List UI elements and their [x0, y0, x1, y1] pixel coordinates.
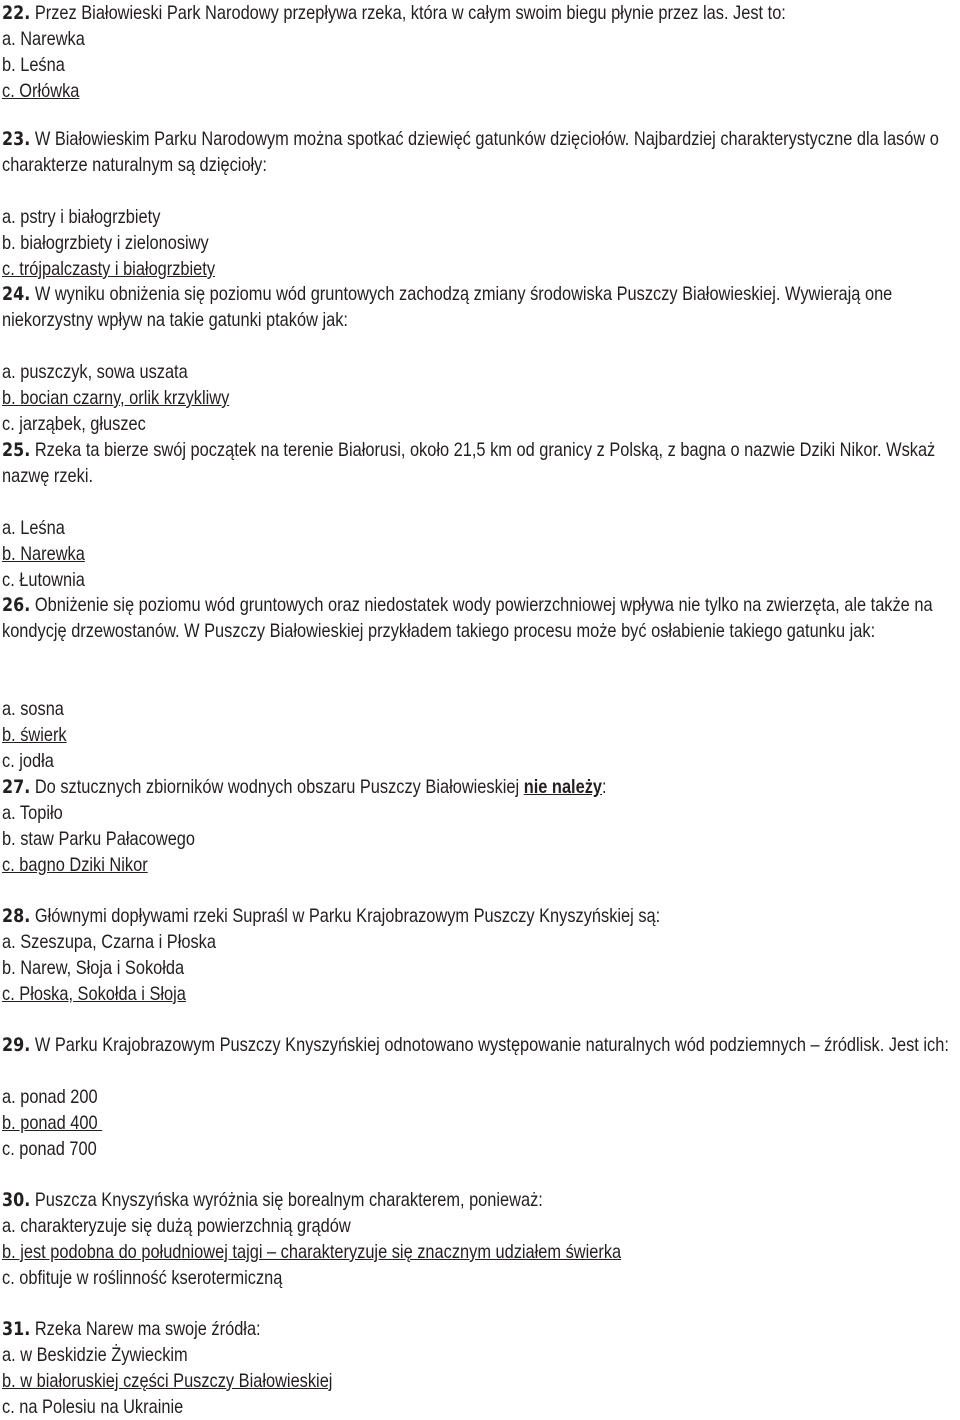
question-24 [2, 281, 960, 437]
question-number: 22. [2, 2, 31, 24]
answer-option: b. Leśna [2, 54, 65, 76]
answer-option: c. obfituje w roślinność kserotermiczną [2, 1267, 283, 1289]
answer-option: a. pstry i białogrzbiety [2, 206, 161, 228]
question-28 [2, 903, 960, 1007]
answer-option-correct: b. ponad 400 [2, 1112, 103, 1134]
answer-option: a. ponad 200 [2, 1086, 98, 1108]
answer-option: b. białogrzbiety i zielonosiwy [2, 232, 209, 254]
question-26 [2, 592, 960, 774]
question-31 [2, 1316, 960, 1420]
question-text: 28. Głównymi dopływami rzeki Supraśl w Parku Krajobrazowym Puszczy Knyszyńskiej są: [2, 905, 661, 927]
question-text: 30. Puszcza Knyszyńska wyróżnia się borealnym charakterem, ponieważ: [2, 1189, 543, 1211]
question-number: 24. [2, 283, 31, 305]
question-number: 29. [2, 1034, 31, 1056]
answer-option-correct: c. trójpalczasty i białogrzbiety [2, 258, 216, 280]
answer-option: c. Łutownia [2, 569, 85, 591]
answer-option: a. Leśna [2, 517, 65, 539]
answer-option: a. w Beskidzie Żywieckim [2, 1344, 188, 1366]
answer-option-correct: c. Płoska, Sokołda i Słoja [2, 983, 186, 1005]
answer-option: a. puszczyk, sowa uszata [2, 361, 188, 383]
question-23 [2, 126, 960, 282]
question-25 [2, 437, 960, 593]
question-number: 27. [2, 776, 31, 798]
answer-option: c. na Polesiu na Ukrainie [2, 1396, 184, 1418]
question-22 [2, 0, 960, 104]
answer-option: a. Topiło [2, 802, 63, 824]
question-number: 30. [2, 1189, 31, 1211]
question-29 [2, 1032, 960, 1162]
answer-option: c. jarząbek, głuszec [2, 413, 146, 435]
question-27 [2, 774, 960, 878]
question-number: 25. [2, 439, 31, 461]
answer-option-correct: b. bocian czarny, orlik krzykliwy [2, 387, 230, 409]
answer-option: b. Narew, Słoja i Sokołda [2, 957, 185, 979]
answer-option-correct: c. bagno Dziki Nikor [2, 854, 148, 876]
emphasis-not-belong: nie należy [523, 776, 603, 798]
answer-option-correct: b. świerk [2, 724, 67, 746]
answer-option: a. sosna [2, 698, 64, 720]
answer-option-correct: b. jest podobna do południowej tajgi – charakteryzuje się znacznym udziałem świerka [2, 1241, 622, 1263]
question-text: 31. Rzeka Narew ma swoje źródła: [2, 1318, 261, 1340]
answer-option-correct: b. Narewka [2, 543, 85, 565]
question-number: 23. [2, 128, 31, 150]
answer-option: a. charakteryzuje się dużą powierzchnią grądów [2, 1215, 351, 1237]
question-text: 26. Obniżenie się poziomu wód gruntowych oraz niedostatek wody powierzchniowej wpływa nie tylko na zwierzęta, ale także na kondycję drzewostanów. W Puszczy Białowieskiej przykładem takiego procesu może być osłabienie takiego gatunku jak: [2, 594, 933, 642]
question-text: 23. W Białowieskim Parku Narodowym można spotkać dziewięć gatunków dzięciołów. Najbardziej charakterystyczne dla lasów o charakterze naturalnym są dzięcioły: [2, 128, 939, 176]
question-text: 29. W Parku Krajobrazowym Puszczy Knyszyńskiej odnotowano występowanie naturalnych wód podziemnych – źródlisk. Jest ich: [2, 1034, 949, 1056]
answer-option: c. ponad 700 [2, 1138, 97, 1160]
question-number: 28. [2, 905, 31, 927]
question-number: 31. [2, 1318, 31, 1340]
question-30 [2, 1187, 960, 1291]
question-number: 26. [2, 594, 31, 616]
answer-option: b. staw Parku Pałacowego [2, 828, 196, 850]
question-text: 25. Rzeka ta bierze swój początek na terenie Białorusi, około 21,5 km od granicy z Polską, z bagna o nazwie Dziki Nikor. Wskaż nazwę rzeki. [2, 439, 936, 487]
answer-option: a. Narewka [2, 28, 85, 50]
answer-option: c. jodła [2, 750, 54, 772]
question-text: 22. Przez Białowieski Park Narodowy przepływa rzeka, która w całym swoim biegu płynie przez las. Jest to: [2, 2, 786, 24]
answer-option-correct: b. w białoruskiej części Puszczy Białowieskiej [2, 1370, 333, 1392]
answer-option-correct: c. Orłówka [2, 80, 80, 102]
question-text: 24. W wyniku obniżenia się poziomu wód gruntowych zachodzą zmiany środowiska Puszczy Białowieskiej. Wywierają one niekorzystny wpływ na takie gatunki ptaków jak: [2, 283, 893, 331]
answer-option: a. Szeszupa, Czarna i Płoska [2, 931, 216, 953]
question-text: 27. Do sztucznych zbiorników wodnych obszaru Puszczy Białowieskiej nie należy: [2, 776, 607, 798]
